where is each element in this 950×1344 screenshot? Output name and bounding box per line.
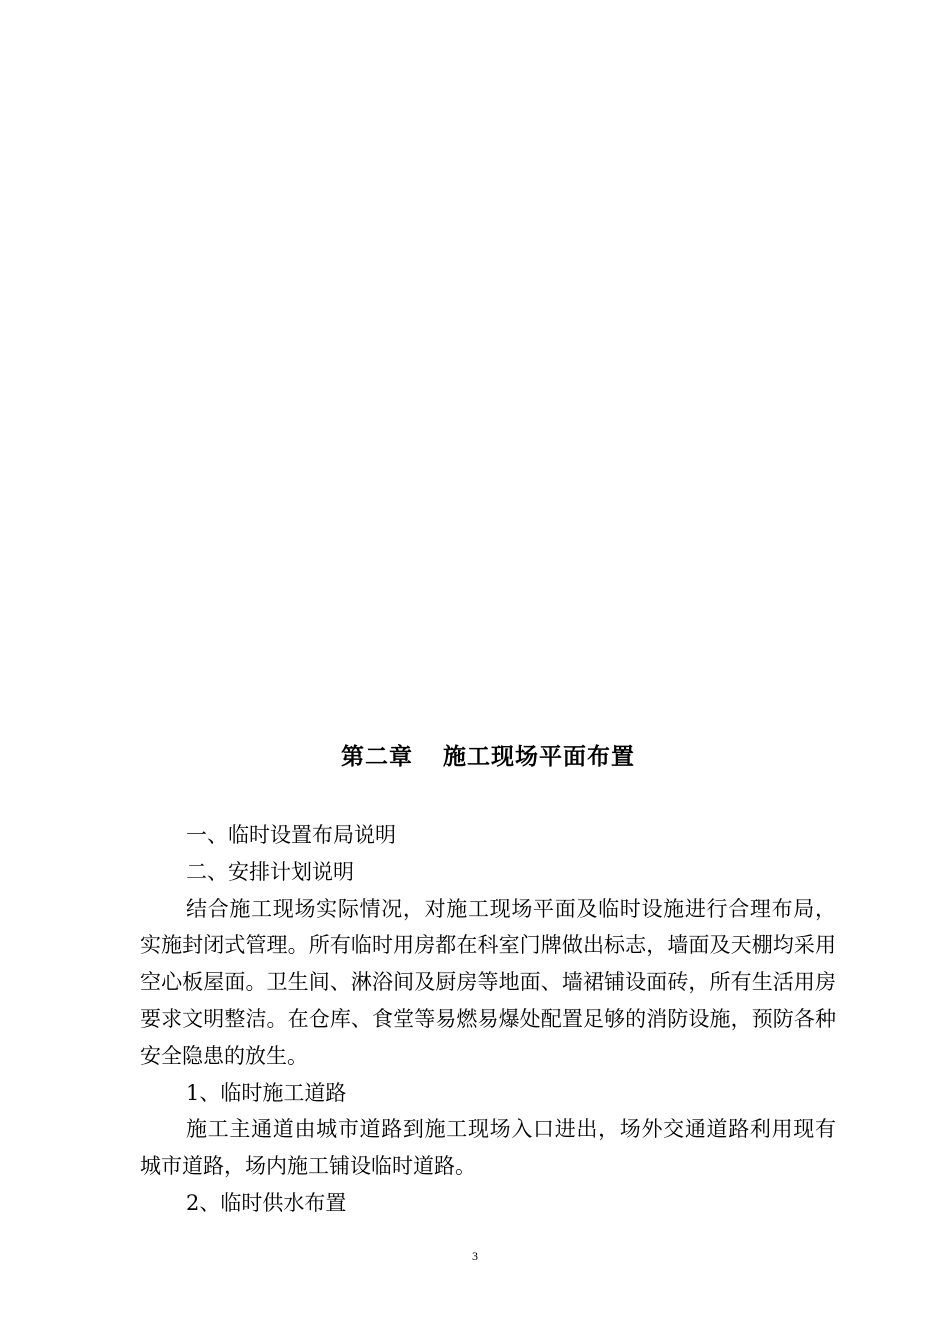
paragraph-site-layout: 结合施工现场实际情况，对施工现场平面及临时设施进行合理布局，实施封闭式管理。所有临时用房都在科室门牌做出标志，墙面及天棚均采用空心板屋面。卫生间、淋浴间及厨房等地面、墙裙铺设面砖，所有生活用房要求文明整洁。在仓库、食堂等易燃易爆处配置足够的消防设施，预防各种安全隐患的放生。: [140, 896, 836, 1068]
section-heading-layout: 一、临时设置布局说明: [186, 823, 396, 847]
chapter-title-text: 施工现场平面布置: [443, 743, 635, 770]
subheading-temporary-road: 1、临时施工道路: [186, 1080, 347, 1105]
page-number: 3: [472, 1249, 478, 1263]
chapter-number-label: 第二章: [341, 743, 413, 770]
paragraph-road-description: 施工主通道由城市道路到施工现场入口进出，场外交通道路利用现有城市道路，场内施工铺设临时道路。: [140, 1117, 836, 1179]
section-heading-plan: 二、安排计划说明: [186, 859, 354, 884]
body-text: [140, 817, 836, 1222]
subheading-temporary-water: 2、临时供水布置: [186, 1190, 347, 1215]
chapter-heading: [140, 738, 836, 771]
